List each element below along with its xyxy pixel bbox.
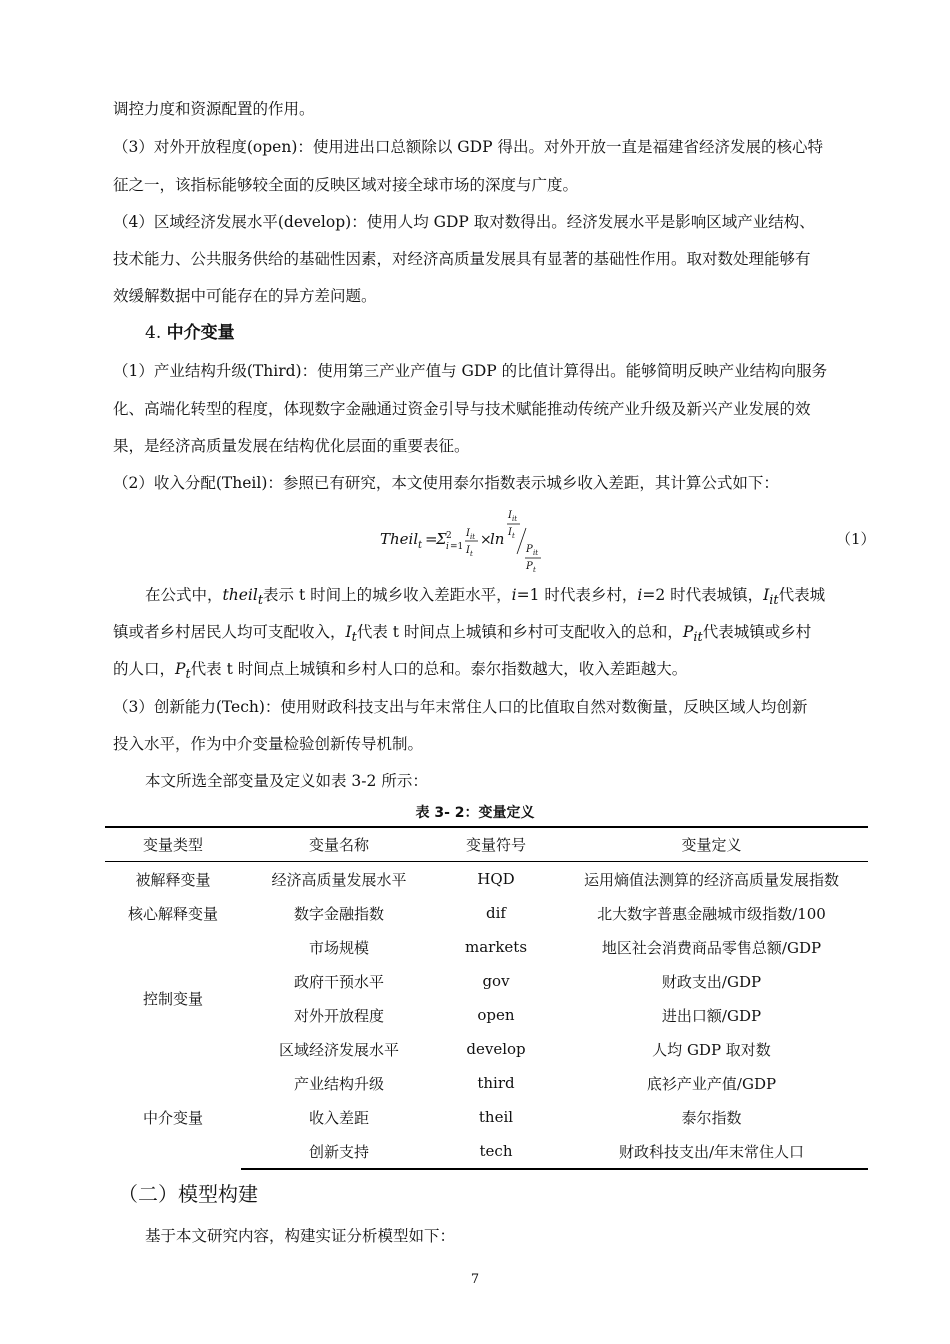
group-mediator: 中介变量: [142, 1109, 203, 1127]
paragraph-formula-explain-line3: 的人口，$P_t$代表 t 时间点上城镇和乡村人口的总和。泰尔指数越大，收入差距越大。: [113, 660, 688, 683]
paragraph-theil: （2）收入分配(Theil)：参照已有研究，本文使用泰尔指数表示城乡收入差距，其计算公式如下：: [113, 474, 779, 492]
svg-text:Theil: Theil: [380, 530, 419, 548]
cell-name: 经济高质量发展水平: [271, 870, 407, 889]
cell-symbol: markets: [464, 938, 528, 956]
table-row: [105, 896, 868, 930]
cell-definition: 运用熵值法测算的经济高质量发展指数: [583, 870, 839, 889]
cell-name: 市场规模: [308, 938, 369, 957]
svg-text:=1: =1: [450, 542, 464, 552]
header-type: 变量类型: [142, 836, 203, 854]
paragraph-third-line1: （1）产业结构升级(Third)：使用第三产业产值与 GDP 的比值计算得出。能够简明反映产业结构向服务: [113, 362, 828, 380]
paragraph-develop-line2: 技术能力、公共服务供给的基础性因素，对经济高质量发展具有显著的基础性作用。取对数处理能够有: [113, 250, 811, 268]
cell-definition: 底衫产业产值/GDP: [646, 1074, 777, 1093]
svg-text:ln: ln: [490, 530, 505, 548]
cell-symbol: develop: [466, 1040, 526, 1058]
cell-symbol: third: [477, 1074, 515, 1092]
cell-symbol: dif: [486, 904, 506, 922]
paragraph-open-line2: 征之一，该指标能够较全面的反映区域对接全球市场的深度与广度。: [113, 176, 579, 194]
svg-text:Σ: Σ: [436, 530, 447, 548]
variable-definition-table: [105, 826, 868, 1170]
cell-name: 政府干预水平: [293, 972, 384, 991]
cell-definition: 地区社会消费商品零售总额/GDP: [601, 938, 822, 957]
table-row: [105, 1066, 868, 1100]
cell-name: 产业结构升级: [293, 1074, 384, 1093]
paragraph-line: 调控力度和资源配置的作用。: [113, 100, 315, 118]
header-name: 变量名称: [308, 836, 369, 854]
page-number: 7: [470, 1272, 480, 1287]
paragraph-third-line3: 果，是经济高质量发展在结构优化层面的重要表征。: [113, 437, 470, 455]
paragraph-formula-explain-line1: 在公式中，theil$_t$表示 t 时间上的城乡收入差距水平，i=1 时代表乡村，i=2 时代表城镇，$I_{it}$代表城: [145, 586, 826, 609]
group-core: 核心解释变量: [127, 904, 218, 923]
svg-text:×: ×: [480, 532, 492, 548]
svg-text:t: t: [512, 532, 515, 540]
cell-symbol: open: [477, 1006, 515, 1024]
cell-definition: 人均 GDP 取对数: [652, 1040, 771, 1059]
table-caption: 表 3- 2：变量定义: [415, 805, 535, 821]
table-row: [105, 930, 868, 964]
cell-symbol: HQD: [477, 870, 515, 888]
cell-definition: 进出口额/GDP: [661, 1006, 762, 1025]
subheading-number: 4.: [145, 323, 162, 343]
paragraph-formula-explain-line2: 镇或者乡村居民人均可支配收入，$I_t$代表 t 时间点上城镇和乡村可支配收入的总和，$P_{it}$代表城镇或乡村: [113, 623, 812, 646]
svg-text:it: it: [512, 515, 518, 523]
header-symbol: 变量符号: [465, 836, 526, 854]
svg-text:I: I: [508, 510, 512, 521]
svg-text:i: i: [446, 542, 449, 552]
svg-text:P: P: [526, 561, 533, 572]
cell-name: 区域经济发展水平: [278, 1040, 399, 1059]
svg-text:I: I: [466, 545, 470, 556]
cell-definition: 北大数字普惠金融城市级指数/100: [597, 904, 826, 923]
paragraph-open-line1: （3）对外开放程度(open)：使用进出口总额除以 GDP 得出。对外开放一直是福建省经济发展的核心特: [113, 138, 823, 156]
cell-name: 数字金融指数: [293, 904, 384, 923]
paragraph-table-intro: 本文所选全部变量及定义如表 3-2 所示：: [145, 772, 428, 790]
svg-text:t: t: [470, 550, 473, 558]
svg-text:=: =: [425, 530, 438, 548]
svg-text:t: t: [418, 540, 423, 551]
table-header-row: [105, 827, 868, 862]
svg-text:it: it: [533, 549, 539, 557]
svg-text:P: P: [526, 544, 533, 555]
svg-text:I: I: [466, 528, 470, 539]
paragraph-third-line2: 化、高端化转型的程度，体现数字金融通过资金引导与技术赋能推动传统产业升级及新兴产业发展的效: [113, 400, 811, 418]
cell-symbol: gov: [482, 972, 510, 990]
paragraph-develop-line3: 效缓解数据中可能存在的异方差问题。: [113, 287, 377, 305]
cell-symbol: theil: [478, 1108, 514, 1126]
cell-definition: 财政支出/GDP: [661, 972, 762, 991]
cell-name: 对外开放程度: [293, 1006, 384, 1025]
group-control: 控制变量: [142, 989, 203, 1008]
subheading-mediator: [145, 322, 905, 344]
section-heading: （二）模型构建: [118, 1182, 258, 1206]
cell-name: 创新支持: [241, 1134, 437, 1169]
group-dependent: 被解释变量: [135, 870, 211, 889]
svg-text:I: I: [508, 527, 512, 538]
subheading-text: 中介变量: [166, 323, 235, 343]
svg-text:it: it: [470, 533, 476, 541]
cell-definition: 财政科技支出/年末常住人口: [555, 1134, 868, 1169]
paragraph-tech-line2: 投入水平，作为中介变量检验创新传导机制。: [113, 735, 424, 753]
cell-name: 收入差距: [308, 1108, 369, 1127]
paragraph-model-intro: 基于本文研究内容，构建实证分析模型如下：: [145, 1227, 456, 1245]
svg-text:t: t: [533, 566, 536, 572]
header-definition: 变量定义: [681, 836, 742, 854]
paragraph-develop-line1: （4）区域经济发展水平(develop)：使用人均 GDP 取对数得出。经济发展水平是影响区域产业结构、: [113, 213, 815, 231]
theil-formula: [380, 508, 580, 572]
svg-text:2: 2: [446, 531, 452, 541]
paragraph-tech-line1: （3）创新能力(Tech)：使用财政科技支出与年末常住人口的比值取自然对数衡量，反映区域人均创新: [113, 698, 808, 716]
equation-number: （1）: [836, 530, 876, 548]
cell-definition: 泰尔指数: [681, 1108, 742, 1127]
table-row: [105, 862, 868, 897]
cell-symbol: tech: [437, 1134, 555, 1169]
